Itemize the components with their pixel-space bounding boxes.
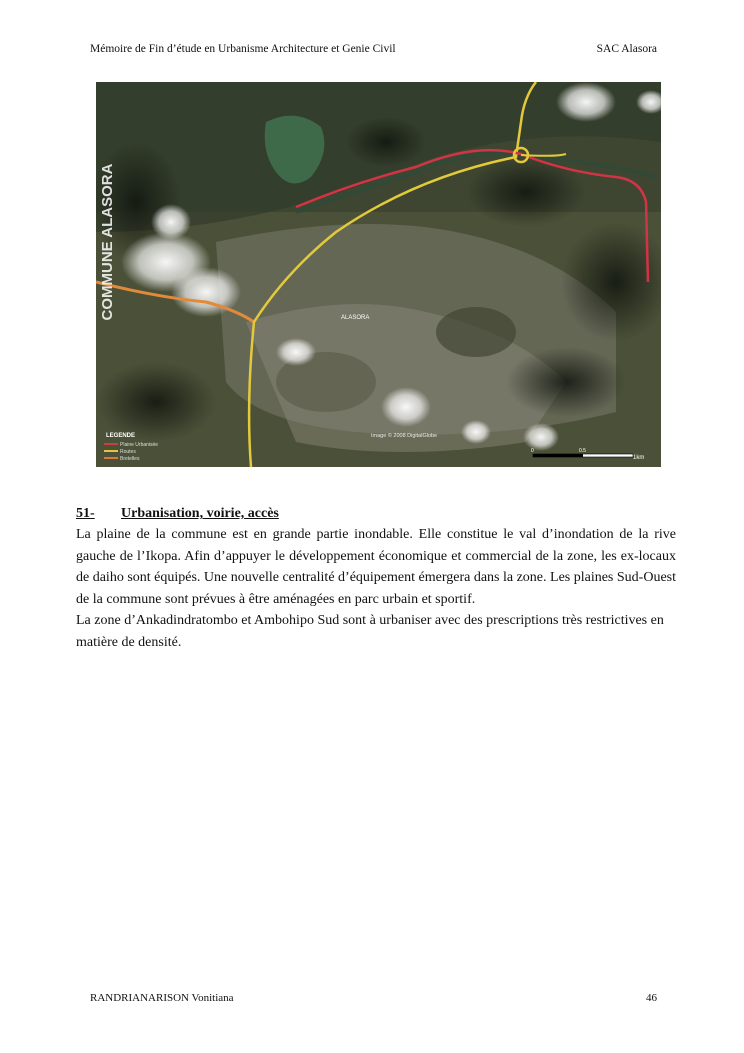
- legend-item-1: Routes: [120, 449, 136, 455]
- footer-author: RANDRIANARISON Vonitiana: [90, 992, 234, 1004]
- paragraph-2: La zone d’Ankadindratombo et Ambohipo Sud sont à urbaniser avec des prescriptions très restrictives en matière de densité.: [76, 613, 664, 650]
- legend-item-0: Plaine Urbanisée: [120, 442, 159, 448]
- map-vertical-title: COMMUNE ALASORA: [99, 163, 116, 321]
- scale-label-0: 0: [531, 448, 534, 454]
- section-title: Urbanisation, voirie, accès: [121, 506, 279, 521]
- body-text: [76, 524, 676, 653]
- section-heading: [76, 506, 279, 522]
- legend-item-2: Bretelles: [120, 456, 140, 462]
- header-short-title: SAC Alasora: [596, 43, 657, 55]
- legend-title: LEGENDE: [106, 433, 136, 439]
- scale-label-2: 1km: [633, 455, 645, 461]
- header-document-title: Mémoire de Fin d’étude en Urbanisme Architecture et Genie Civil: [90, 43, 396, 55]
- aerial-map: [96, 82, 661, 467]
- paragraph-1: La plaine de la commune est en grande partie inondable. Elle constitue le val d’inondation de la rive gauche de l’Ikopa. Afin d’appuyer le développement économique et commercial de la zone, les ex-locaux de daiho sont équipés. Une nouvelle centralité d’équipement émergera dans la zone. Les plaines Sud-Ouest de la commune sont prévues à être aménagées en parc urbain et sportif.: [76, 527, 676, 607]
- page-number: 46: [646, 992, 657, 1004]
- scale-label-1: 0.5: [579, 448, 586, 454]
- map-place-label: ALASORA: [341, 315, 370, 321]
- section-number: 51-: [76, 506, 95, 521]
- map-credit: Image © 2008 DigitalGlobe: [371, 433, 438, 439]
